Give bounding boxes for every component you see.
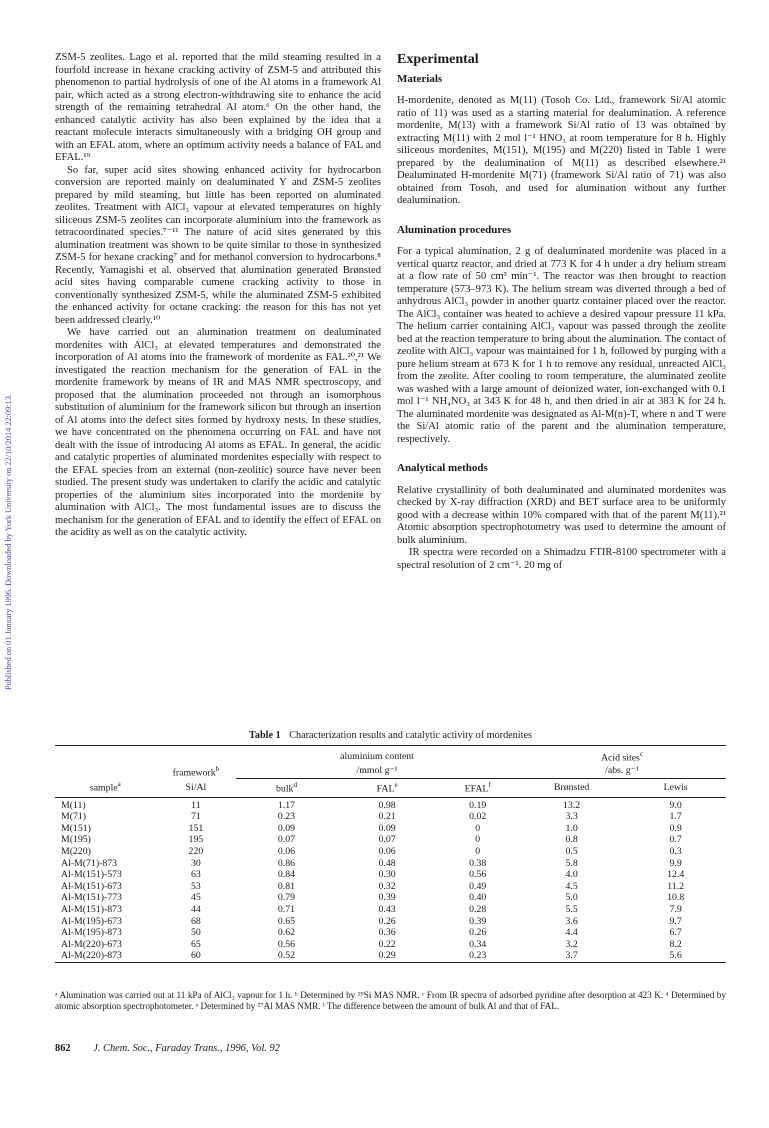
table-cell: 11.2	[667, 880, 685, 892]
table-cell: 8.2	[669, 938, 682, 950]
table-caption-text: Characterization results and catalytic activity of mordenites	[289, 730, 532, 741]
table-cell: 0.23	[277, 811, 296, 823]
table-cell: 65	[191, 938, 201, 950]
table-cell: 4.5	[565, 880, 578, 892]
table-cell: 0.26	[378, 915, 396, 927]
table-cell: 0.43	[378, 903, 396, 915]
table-row	[55, 904, 726, 916]
download-stamp: Published on 01 January 1996. Downloaded by York University on 22/10/2014 22:09:13.	[4, 394, 13, 690]
table-cell: 68	[191, 915, 201, 927]
table-row	[55, 800, 726, 812]
table-cell: 45	[191, 892, 201, 904]
header-si-al: Si/Al	[185, 781, 207, 793]
table-cell: 11	[191, 799, 201, 811]
group-acid-sites: Acid sites$^c$	[600, 750, 643, 764]
table-cell: 0.71	[277, 903, 296, 915]
header-bulk: bulk$^d$	[276, 781, 297, 795]
table-cell: 3.3	[565, 811, 578, 823]
table-cell: Al-M(151)-873	[61, 903, 122, 915]
table-cell: 1.0	[565, 822, 578, 834]
table-cell: 3.7	[565, 950, 578, 962]
materials-text: H-mordenite, denoted as M(11) (Tosoh Co. Ltd., framework Si/Al atomic ratio of 11) was used as a starting material for dealumination. A reference mordenite, M(13) with a framework Si/Al ratio of 13 was obtained by extracting M(11) with 2 mol l⁻¹ HNO₃ at room temperature for 8 h. Highly siliceous mordenites, M(151), M(195) and M(220) listed in Table 1 were prepared by the dealumination of M(11) as described elsewhere.²¹ Dealuminated H-mordenite M(71) (framework Si/Al ratio of 71) was also obtained from Tosoh, and used for alumination without any further dealumination.	[397, 95, 726, 206]
table-cell: 4.4	[565, 927, 578, 939]
table-cell: 0.86	[277, 857, 296, 869]
header-fal: FAL$^e$	[376, 781, 398, 795]
table-cell: 0.38	[469, 857, 487, 869]
table-cell: 0.62	[277, 927, 296, 939]
table-row	[55, 846, 726, 858]
alumination-heading: Alumination procedures	[397, 223, 512, 236]
table-cell: 0.28	[469, 903, 487, 915]
table-cell: 3.2	[565, 938, 578, 950]
analytical-text-continued: IR spectra were recorded on a Shimadzu FTIR-8100 spectrometer with a spectral resolution of 2 cm⁻¹. 20 mg of	[397, 547, 726, 571]
table-cell: M(11)	[61, 799, 86, 811]
table-cell: 0.3	[669, 845, 682, 857]
table-cell: Al-M(71)-873	[61, 857, 118, 869]
group-acid-unit: /abs. g⁻¹	[518, 764, 726, 779]
header-sample: sample$^a$	[89, 779, 121, 793]
table-cell: 1.7	[669, 811, 682, 823]
table-cell: 0.29	[378, 950, 396, 962]
table-row	[55, 811, 726, 823]
table-cell: 151	[188, 822, 204, 834]
table-row	[55, 916, 726, 928]
table-cell: 3.6	[565, 915, 578, 927]
table-cell: 0.48	[378, 857, 396, 869]
left-column	[55, 52, 381, 540]
table-row	[55, 823, 726, 835]
table-cell: 0	[475, 822, 481, 834]
table-cell: 0.39	[469, 915, 487, 927]
table-cell: 53	[191, 880, 201, 892]
table-cell: Al-M(220)-673	[61, 938, 122, 950]
table-cell: Al-M(195)-873	[61, 927, 122, 939]
table-cell: 0.56	[469, 869, 487, 881]
header-bronsted: Brønsted	[553, 782, 590, 794]
table-cell: 9.9	[669, 857, 682, 869]
header-framework: framework$^b$	[172, 764, 220, 779]
table-cell: 0.06	[277, 845, 296, 857]
table-cell: 0	[475, 834, 481, 846]
materials-heading: Materials	[397, 72, 443, 85]
table-cell: M(220)	[61, 845, 91, 857]
table-cell: Al-M(151)-673	[61, 880, 122, 892]
table-row	[55, 939, 726, 951]
table-cell: 0.56	[277, 938, 296, 950]
table-cell: Al-M(195)-673	[61, 915, 122, 927]
table-cell: 0.52	[277, 950, 296, 962]
table-cell: 0.02	[469, 811, 487, 823]
table-cell: 0.79	[277, 892, 296, 904]
table-cell: 0.09	[277, 822, 296, 834]
table-cell: 0.65	[277, 915, 296, 927]
group-al-unit: /mmol g⁻¹	[236, 764, 518, 779]
table-cell: 0.30	[378, 869, 396, 881]
table-1	[55, 730, 726, 965]
table-cell: 0.06	[378, 845, 396, 857]
table-cell: 0.34	[469, 938, 487, 950]
table-cell: 13.2	[563, 799, 581, 811]
table-cell: 7.9	[669, 903, 682, 915]
table-row	[55, 834, 726, 846]
table-cell: 0.49	[469, 880, 487, 892]
table-cell: 0.32	[378, 880, 396, 892]
table-cell: 1.17	[277, 799, 296, 811]
table-cell: 0.81	[277, 880, 296, 892]
table-cell: 0.21	[378, 811, 396, 823]
table-cell: 0.7	[669, 834, 682, 846]
table-row	[55, 950, 726, 962]
header-lewis: Lewis	[663, 782, 688, 794]
table-cell: 0.40	[469, 892, 487, 904]
table-cell: 0.09	[378, 822, 396, 834]
table-cell: 60	[191, 950, 201, 962]
section-title: Experimental	[397, 52, 479, 67]
table-cell: 5.6	[669, 950, 682, 962]
table-cell: 0.23	[469, 950, 487, 962]
table-cell: 0.07	[277, 834, 296, 846]
paragraph: We have carried out an alumination treatment on dealuminated mordenites with AlCl₃ at elevated temperatures and demonstrated the incorporation of Al atoms into the framework of mordenite as FAL.²⁰,²¹ We investigated the reaction mechanism for the generation of FAL in the mordenite framework by means of IR and MAS NMR spectroscopy, and proposed that the alumination proceeded not through an isomorphous substitution of aluminium for the framework silicon but through an insertion of Al atoms into the defect sites formed by hydroxy nests. In these studies, we have concentrated on the phenomena occurring on FAL and have not dealt with the issue of introducing Al atoms as EFAL. In general, the acidic and catalytic properties of aluminated mordenites especially with respect to the EFAL species from an external (non-zeolitic) source have never been studied. The present study was undertaken to clarify the acidic and catalytic properties of the aluminium sites incorporated into the mordenite by alumination with AlCl₃. The most fundamental issues are to discuss the mechanism for the generation of EFAL and to identify the effect of EFAL on the acidity as well as on the catalytic activity.	[55, 327, 381, 538]
table-cell: 44	[191, 903, 201, 915]
data-table	[55, 745, 726, 965]
table-cell: 10.8	[667, 892, 685, 904]
alumination-text: For a typical alumination, 2 g of dealuminated mordenite was placed in a vertical quartz reactor, and dried at 773 K for 4 h under a dry helium stream at a flow rate of 50 cm³ min⁻¹. The reactor was then brought to reaction temperature (573–973 K). The helium stream was diverted through a bed of anhydrous AlCl₃ powder in another quartz container placed over the reactor. The AlCl₃ container was heated to achieve a desired vapour pressure 11 kPa. The helium carrier containing AlCl₃ vapour was passed through the zeolite bed at the reaction temperature to bring about the alumination. The contact of zeolite with AlCl₃ vapour was maintained for 1 h, followed by purging with a pure helium stream at 673 K for 1 h to remove any residual, unreacted AlCl₃ from the zeolite. After cooling to room temperature, the aluminated zeolite was washed with a large amount of deionized water, ion-exchanged with 0.1 mol l⁻¹ NH₄NO₃ at 343 K for 48 h, and then dried in air at 383 K for 24 h. The aluminated mordenite was designated as Al-M(n)-T, where n and T were the Si/Al atomic ratio of the parent and the alumination temperature, respectively.	[397, 246, 726, 445]
table-row	[55, 927, 726, 939]
table-cell: 9.0	[669, 799, 682, 811]
table-cell: 5.5	[565, 903, 578, 915]
table-cell: 5.8	[565, 857, 578, 869]
table-row	[55, 858, 726, 870]
table-caption	[55, 730, 726, 741]
table-row	[55, 881, 726, 893]
analytical-heading: Analytical methods	[397, 462, 488, 474]
table-cell: 0.5	[565, 845, 578, 857]
paragraph: So far, super acid sites showing enhanced activity for hydrocarbon conversion are reported mainly on dealuminated Y and ZSM-5 zeolites prepared by mild steaming, but little has been reported on aluminated zeolites. Treatment with AlCl₃ vapour at elevated temperatures on highly siliceous ZSM-5 zeolites can incorporate aluminium into the framework as tetracoordinated species.⁷⁻¹¹ The nature of acid sites generated by this alumination treatment was shown to be quite similar to those in synthesized ZSM-5 for hexane cracking⁷ and for methanol conversion to hydrocarbons.⁸ Recently, Yamagishi et al. observed that alumination generated Brønsted acid sites having comparable cumene cracking activity to those in conventionally synthesized ZSM-5, while the aluminated ZSM-5 exhibited the enhanced activity for octane cracking: the reason for this has not yet been addressed clearly.¹⁰	[55, 164, 381, 326]
table-footnote: ᵃ Alumination was carried out at 11 kPa of AlCl₃ vapour for 1 h. ᵇ Determined by ²⁹Si MAS NMR. ᶜ From IR spectra of adsorbed pyridine after desorption at 423 K. ᵈ Determined by atomic absorption spectrophotometer. ᵉ Determined by ²⁷Al MAS NMR. ᶠ The difference between the amount of bulk Al and that of FAL.	[55, 990, 726, 1012]
table-cell: 9.7	[669, 915, 682, 927]
right-column	[397, 52, 726, 572]
table-cell: 6.7	[669, 927, 682, 939]
analytical-text: Relative crystallinity of both dealuminated and aluminated mordenites was checked by X-ray diffraction (XRD) and BET surface area to be uniformly good with a decrease within 10% compared with that of the parent M(11).²¹ Atomic absorption spectrophotometry was used to determine the amount of bulk aluminium.	[397, 484, 726, 546]
group-al-content: aluminium content	[340, 750, 414, 762]
table-cell: 71	[191, 811, 201, 823]
table-cell: 50	[191, 927, 201, 939]
table-cell: 0.8	[565, 834, 578, 846]
header-efal: EFAL$^f$	[464, 781, 491, 795]
table-cell: M(71)	[61, 811, 87, 823]
table-cell: 30	[191, 857, 201, 869]
table-cell: 0.9	[669, 822, 682, 834]
page-number: 862	[55, 1043, 71, 1054]
table-row	[55, 869, 726, 881]
table-cell: 0.07	[378, 834, 396, 846]
table-cell: Al-M(151)-573	[61, 869, 122, 881]
table-cell: 4.0	[565, 869, 578, 881]
table-cell: 0.39	[378, 892, 396, 904]
table-cell: 0.84	[277, 869, 296, 881]
table-cell: 0.36	[378, 927, 396, 939]
table-cell: 0.22	[378, 938, 396, 950]
paragraph: ZSM-5 zeolites. Lago et al. reported that the mild steaming resulted in a fourfold increase in hexane cracking activity of ZSM-5 and attributed this phenomenon to partial hydrolysis of one of the Al atoms in a framework Al pair, which acted as a strong electron-withdrawing site to enhance the acid strength of the remaining tetrahedral Al atom.⁶ On the other hand, the enhanced catalytic activity has also been explained by the idea that a reactant molecule interacts simultaneously with a bridging OH group and with an EFAL atom, where an optimum activity needs a balance of FAL and EFAL.¹⁹	[55, 52, 381, 163]
journal-reference: J. Chem. Soc., Faraday Trans., 1996, Vol. 92	[93, 1043, 280, 1054]
table-cell: 63	[191, 869, 201, 881]
table-cell: 195	[188, 834, 204, 846]
table-cell: Al-M(151)-773	[61, 892, 122, 904]
table-cell: M(151)	[61, 822, 91, 834]
table-cell: M(195)	[61, 834, 91, 846]
table-cell: 0.26	[469, 927, 487, 939]
table-row	[55, 892, 726, 904]
table-cell: 220	[188, 845, 204, 857]
table-cell: 0	[475, 845, 481, 857]
table-cell: 0.19	[469, 799, 487, 811]
page-footer	[55, 1043, 280, 1054]
table-cell: 5.0	[565, 892, 578, 904]
table-label: Table 1	[249, 730, 281, 741]
table-cell: Al-M(220)-873	[61, 950, 122, 962]
table-cell: 0.98	[378, 799, 396, 811]
table-cell: 12.4	[667, 869, 685, 881]
